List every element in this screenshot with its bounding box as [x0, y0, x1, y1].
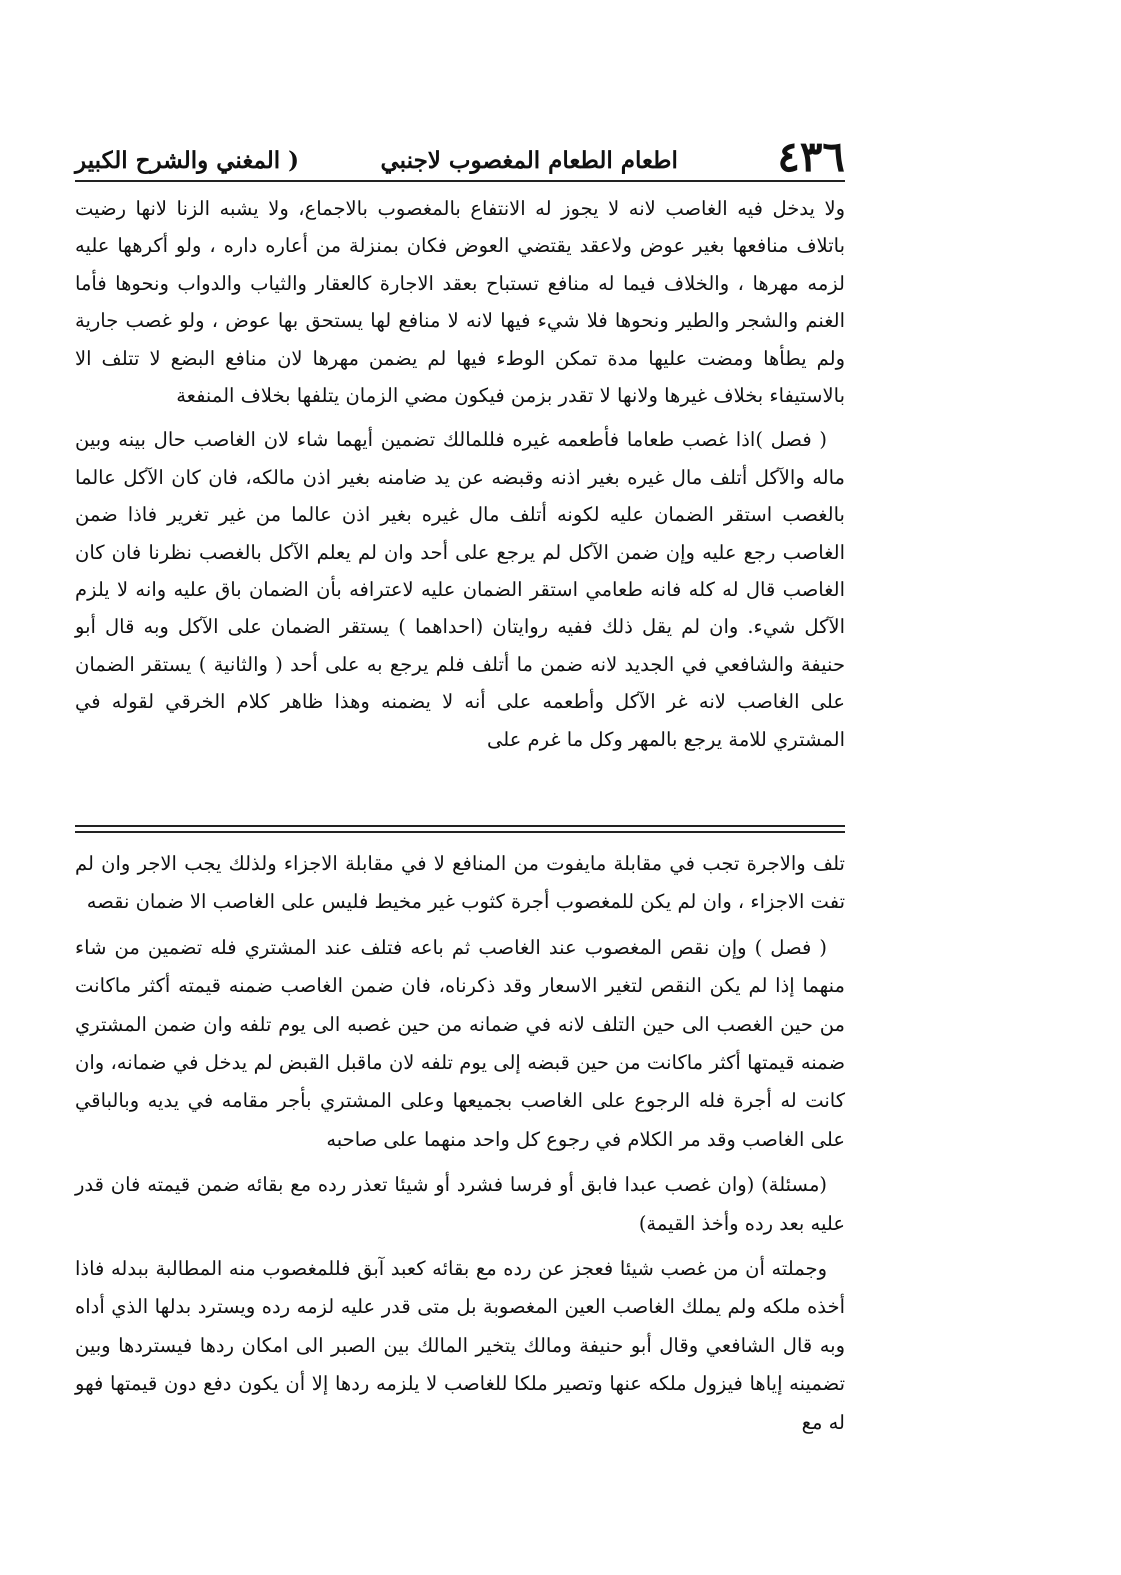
commentary-paragraph: ولا يدخل فيه الغاصب لانه لا يجوز له الانتفاع بالمغصوب بالاجماع، ولا يشبه الزنا لانها رضيت باتلاف منافعها بغير عوض ولاعقد يقتضي العوض فكان بمنزلة من أعاره داره ، ولو أكرهها عليه لزمه مهرها ، والخلاف فيما له منافع تستباح بعقد الاجارة كالعقار والثياب والدواب ونحوها فأما الغنم والشجر والطير ونحوها فلا شيء فيها لانه لا منافع لها يستحق بها عوض ، ولو غصب جارية ولم يطأها ومضت عليها مدة تمكن الوطء فيها لم يضمن مهرها لان منافع البضع لا تتلف الا بالاستيفاء بخلاف غيرها ولانها لا تقدر بزمن فيكون مضي الزمان يتلفها بخلاف المنفعة: [75, 197, 845, 408]
commentary-section: [75, 190, 845, 758]
matn-section: [75, 845, 845, 1442]
page-header: [75, 120, 845, 181]
matn-paragraph: وجملته أن من غصب شيئا فعجز عن رده مع بقائه كعبد آبق فللمغصوب منه المطالبة ببدله فاذا أخذه ملكه ولم يملك الغاصب العين المغصوبة بل متى قدر عليه لزمه رده ويسترد بدلها الذي أداه وبه قال الشافعي وقال أبو حنيفة ومالك يتخير المالك بين الصبر الى امكان ردها فيستردها وبين تضمينه إياها فيزول ملكه عنها وتصير ملكا للغاصب لا يلزمه ردها إلا أن يكون دفع دون قيمتها فهو له مع: [75, 1257, 845, 1434]
section-divider-top: [75, 825, 845, 827]
page-number: ٤٣٦: [777, 132, 845, 181]
matn-paragraph: ( فصل ) وإن نقص المغصوب عند الغاصب ثم باعه فتلف عند المشتري فله تضمين من شاء منهما إذا لم يكن النقص لتغير الاسعار وقد ذكرناه، فان ضمن الغاصب ضمنه قيمته أكثر ماكانت من حين الغصب الى حين التلف لانه في ضمانه من حين غصبه الى يوم تلفه وان ضمن المشتري ضمنه قيمتها أكثر ماكانت من حين قبضه إلى يوم تلفه لان ماقبل القبض لم يدخل في ضمانه، وان كانت له أجرة فله الرجوع على الغاصب بجميعها وعلى المشتري بأجر مقامه في يديه وبالباقي على الغاصب وقد مر الكلام في رجوع كل واحد منهما على صاحبه: [75, 935, 845, 1151]
running-title: اطعام الطعام المغصوب لاجنبي: [380, 147, 678, 174]
header-divider: [75, 180, 845, 182]
commentary-paragraph: ( فصل )اذا غصب طعاما فأطعمه غيره فللمالك تضمين أيهما شاء لان الغاصب حال بينه وبين ماله والآكل أتلف مال غيره بغير اذنه وقبضه عن يد ضامنه بغير اذن مالكه، فان كان الآكل عالما بالغصب استقر الضمان عليه لكونه أتلف مال غيره بغير اذن عالما من غير تغرير فاذا ضمن الغاصب رجع عليه وإن ضمن الآكل لم يرجع على أحد وان لم يعلم الآكل بالغصب نظرنا فان كان الغاصب قال له كله فانه طعامي استقر الضمان عليه لاعترافه بأن الضمان باق عليه وانه لا يلزم الآكل شيء. وان لم يقل ذلك ففيه روايتان (احداهما ) يستقر الضمان على الآكل وبه قال أبو حنيفة والشافعي في الجديد لانه ضمن ما أتلف فلم يرجع به على أحد ( والثانية ) يستقر الضمان على الغاصب لانه غر الآكل وأطعمه على أنه لا يضمنه وهذا ظاهر كلام الخرقي لقوله في المشتري للامة يرجع بالمهر وكل ما غرم على: [75, 428, 845, 751]
matn-paragraph: تلف والاجرة تجب في مقابلة مايفوت من المنافع لا في مقابلة الاجزاء ولذلك يجب الاجر وان لم تفت الاجزاء ، وان لم يكن للمغصوب أجرة كثوب غير مخيط فليس على الغاصب الا ضمان نقصه: [75, 852, 845, 914]
matn-paragraph: (مسئلة) (وان غصب عبدا فابق أو فرسا فشرد أو شيئا تعذر رده مع بقائه ضمن قيمته فان قدر عليه بعد رده وأخذ القيمة): [75, 1173, 845, 1235]
section-divider-bottom: [75, 831, 845, 833]
book-title: ( المغني والشرح الكبير: [75, 147, 300, 174]
